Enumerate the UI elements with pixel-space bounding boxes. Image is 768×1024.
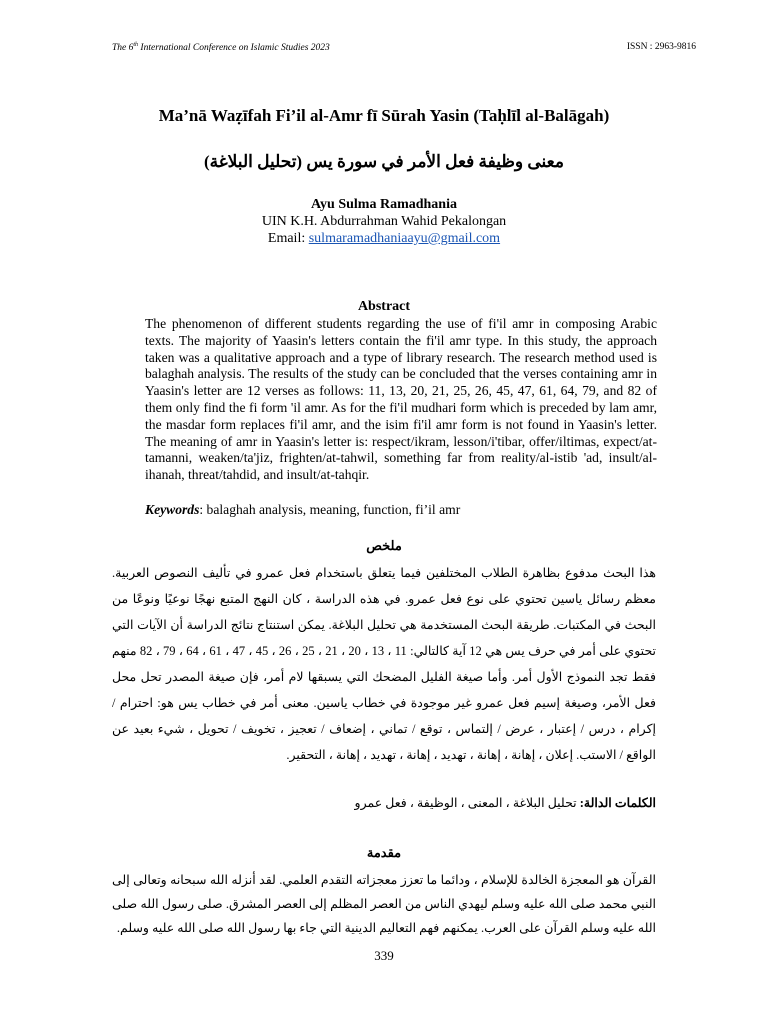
arabic-abstract-heading: ملخص [366, 538, 402, 553]
author-block [0, 196, 768, 247]
keywords-line [145, 501, 657, 518]
paper-title: Ma’nā Waẓīfah Fi’il al-Amr fī Sūrah Yasin (Taḥlīl al-Balāgah) [158, 106, 610, 125]
abstract-body: The phenomenon of different students regarding the use of fi'il amr in composing Arabic texts. The majority of Yaasin's letters contain the fi'il amr type. In this study, the approach taken was a qualitative approach and a type of library research. The research method used is balaghah analysis. The results of the study can be concluded that the verses containing amr in Yaasin's letter are 12 verses as follows: 11, 13, 20, 21, 25, 26, 45, 47, 61, 64, 79, and 82 of them only find the fi form 'il amr. As for the fi'il mudhari form which is preceded by lam amr, the masdar form replaces fi'il amr, and the isim fi'il amr form is not found in Yaasin's letter. The meaning of amr in Yaasin's letter is: respect/ikram, lesson/i'tibar, offer/iltimas, expect/at-tamanni, weaken/ta'jiz, frighten/at-tahwil, something far from reality/al-istib 'ad, insult/al-ihanah, threat/tahdid, and insult/at-tahqir. [145, 316, 657, 483]
email-label: Email: [267, 231, 309, 246]
issn-label: ISSN : 2963-9816 [626, 42, 696, 52]
arabic-keywords-label: الكلمات الدالة: [579, 796, 656, 810]
conference-name: The 6th International Conference on Islamic Studies 2023 [112, 42, 330, 54]
abstract-heading: Abstract [357, 299, 411, 314]
page-number: 339 [374, 948, 394, 963]
keywords-label: Keywords [145, 502, 200, 517]
arabic-paper-title: معنى وظيفة فعل الأمر في سورة يس (تحليل البلاغة) [204, 152, 564, 171]
author-name: Ayu Sulma Ramadhania [310, 197, 457, 212]
author-affiliation: UIN K.H. Abdurrahman Wahid Pekalongan [261, 214, 507, 229]
arabic-keywords-line [112, 795, 656, 811]
running-header [112, 42, 696, 53]
keywords-text: : balaghah analysis, meaning, function, fi’il amr [199, 502, 461, 517]
email-link[interactable]: sulmaramadhaniaayu@gmail.com [308, 231, 501, 246]
author-email-line [0, 230, 768, 247]
arabic-keywords-text: تحليل البلاغة ، المعنى ، الوظيفة ، فعل عمرو [354, 796, 580, 810]
introduction-heading: مقدمة [366, 845, 402, 860]
introduction-body: القرآن هو المعجزة الخالدة للإسلام ، ودائما ما تعزز معجزاته التقدم العلمي. لقد أنزله الله سبحانه وتعالى إلى النبي محمد صلى الله عليه وسلم ليهدي الناس من العصر المظلم إلى العصر المشرق. صلى رسول الله صلى الله عليه وسلم القرآن على العرب. يمكنهم فهم التعاليم الدينية التي جاء بها رسول الله صلى الله عليه وسلم. [112, 873, 656, 935]
arabic-abstract-body: هذا البحث مدفوع بظاهرة الطلاب المختلفين فيما يتعلق باستخدام فعل عمرو في تأليف النصوص العربية. معظم رسائل ياسين تحتوي على نوع فعل عمرو. في هذه الدراسة ، كان النهج المتبع نهجًا نوعيًا ونوعًا من البحث في المكتبات. طريقة البحث المستخدمة هي تحليل البلاغة. يمكن استنتاج نتائج الدراسة أن الآيات التي تحتوي على أمر في حرف يس هي 12 آية كالتالي: 11 ، 13 ، 20 ، 21 ، 25 ، 26 ، 45 ، 47 ، 61 ، 64 ، 79 ، 82 منهم فقط تجد النموذج الأول أمر. وأما صيغة الفليل المضحك التي يسبقها لام أمر، فإن صيغة المصدر تحل محل فعل الأمر، وصيغة إسيم فعل عمرو غير موجودة في خطاب ياسين. معنى أمر في خطاب يس هو: احترام / إكرام ، درس / إعتبار ، عرض / إلتماس ، توقع / تماني ، إضعاف / تعجيز ، تخويف / تحويل ، شيء بعيد عن الواقع / الاستب. إعلان ، إهانة ، إهانة ، تهديد ، إهانة ، تهديد ، إهانة ، التحقير. [112, 566, 656, 762]
